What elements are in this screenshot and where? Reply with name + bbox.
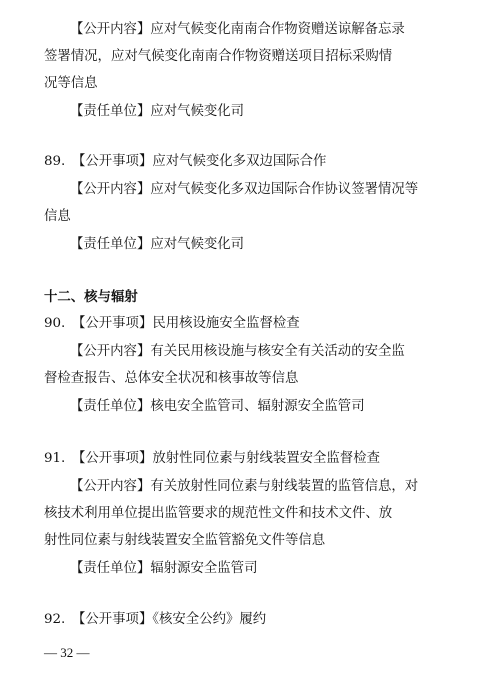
item-90-title: 90. 【公开事项】民用核设施安全监督检查 (44, 316, 300, 331)
item-91-content-2: 核技术利用单位提出监管要求的规范性文件和技术文件、放 (44, 506, 393, 521)
text-line-content-2: 签署情况，应对气候变化南南合作物资赠送项目招标采购情 (44, 49, 393, 64)
item-89-responsible: 【责任单位】应对气候变化司 (70, 237, 245, 252)
item-91-title: 91. 【公开事项】放射性同位素与射线装置安全监督检查 (44, 451, 380, 466)
section-heading-nuclear: 十二、核与辐射 (44, 289, 138, 305)
text-line-responsible-1: 【责任单位】应对气候变化司 (70, 104, 245, 119)
item-91-responsible: 【责任单位】辐射源安全监管司 (70, 561, 258, 576)
item-92-title: 92. 【公开事项】《核安全公约》履约 (44, 612, 267, 627)
item-90-responsible: 【责任单位】核电安全监管司、辐射源安全监管司 (70, 399, 365, 414)
text-line-content-3: 况等信息 (44, 76, 98, 91)
page-number: — 32 — (44, 645, 90, 660)
item-90-content-1: 【公开内容】有关民用核设施与核安全有关活动的安全监 (70, 344, 405, 359)
item-91-content-3: 射性同位素与射线装置安全监管豁免文件等信息 (44, 533, 326, 548)
item-91-content-1: 【公开内容】有关放射性同位素与射线装置的监管信息，对 (70, 479, 419, 494)
item-89-content-1: 【公开内容】应对气候变化多双边国际合作协议签署情况等 (70, 182, 419, 197)
text-line-content-1: 【公开内容】应对气候变化南南合作物资赠送谅解备忘录 (70, 22, 405, 37)
item-89-title: 89. 【公开事项】应对气候变化多双边国际合作 (44, 154, 327, 169)
item-90-content-2: 督检查报告、总体安全状况和核事故等信息 (44, 371, 299, 386)
item-89-content-2: 信息 (44, 209, 71, 224)
